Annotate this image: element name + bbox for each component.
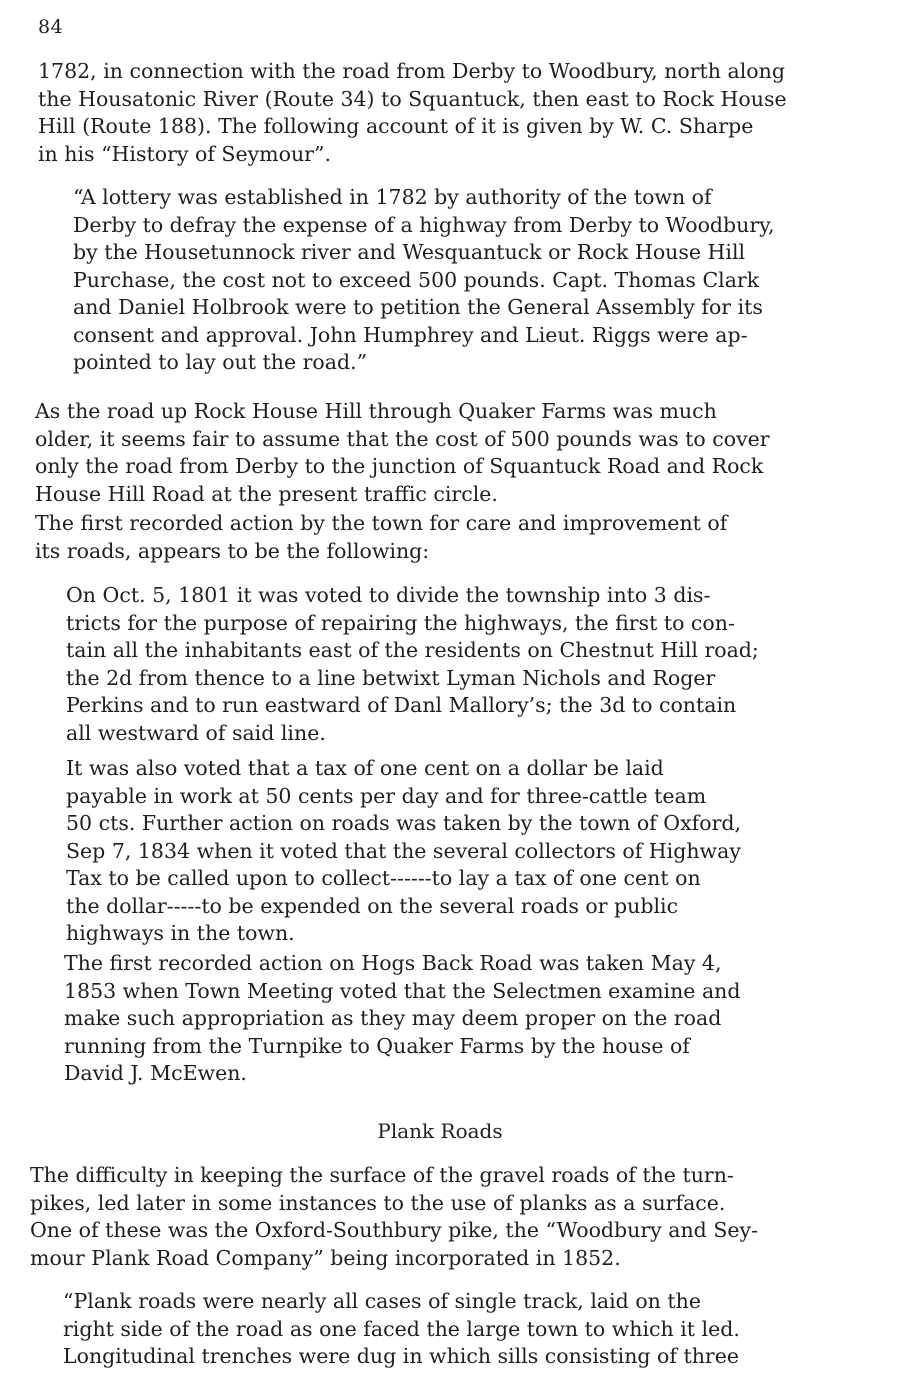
paragraph-rock-house-hill: As the road up Rock House Hill through Quaker Farms was much older, it seems fair to assume that the cost of 500 pounds was to cover only the road from Derby to the junction of Squantuck Road and Rock House Hill Road at the present traffic circle.	[35, 399, 770, 506]
paragraph-tax-vote: It was also voted that a tax of one cent on a dollar be laid payable in work at 50 cents per day and for three-cattle team 50 cts. Further action on roads was taken by the town of Oxford, Sep 7, 1834 when it voted that the several collectors of Highway Tax to be called upon to collect------to lay a tax of one cent on the dollar-----to be expended on the several roads or public highways in the town.	[66, 756, 742, 945]
paragraph-lottery-quote: “A lottery was established in 1782 by authority of the town of Derby to defray the expense of a highway from Derby to Woodbury, by the Housetunnock river and Wesquantuck or Rock House Hill Purchase, the cost not to exceed 500 pounds. Capt. Thomas Clark and Daniel Holbrook were to petition the General Assembly for its consent and approval. John Humphrey and Lieut. Riggs were ap- pointed to lay out the road.”	[73, 185, 775, 374]
paragraph-oct-1801: On Oct. 5, 1801 it was voted to divide the township into 3 dis- tricts for the purpose of repairing the highways, the first to con- tain all the inhabitants east of the residents on Chestnut Hill road; the 2d from thence to a line betwixt Lyman Nichols and Roger Perkins and to run eastward of Danl Mallory’s; the 3d to contain all westward of said line.	[66, 583, 759, 745]
page-number: 84	[38, 16, 64, 38]
paragraph-route-intro: 1782, in connection with the road from Derby to Woodbury, north along the Housatonic River (Route 34) to Squantuck, then east to Rock House Hill (Route 188). The following account of it is given by W. C. Sharpe in his “History of Seymour”.	[38, 59, 787, 166]
paragraph-first-action: The first recorded action by the town for care and improvement of its roads, appears to be the following:	[35, 511, 728, 563]
paragraph-plank-quote: “Plank roads were nearly all cases of single track, laid on the right side of the road as one faced the large town to which it led. Longitudinal trenches were dug in which sills consisting of three	[63, 1289, 740, 1368]
paragraph-hogs-back-road: The first recorded action on Hogs Back Road was taken May 4, 1853 when Town Meeting voted that the Selectmen examine and make such appropriation as they may deem proper on the road running from the Turnpike to Quaker Farms by the house of David J. McEwen.	[64, 951, 741, 1085]
section-heading: Plank Roads	[377, 1119, 503, 1143]
paragraph-plank-intro: The difficulty in keeping the surface of the gravel roads of the turn- pikes, led later in some instances to the use of planks as a surface. One of these was the Oxford-Southbury pike, the “Woodbury and Sey- mour Plank Road Company” being incorporated in 1852.	[30, 1163, 759, 1270]
